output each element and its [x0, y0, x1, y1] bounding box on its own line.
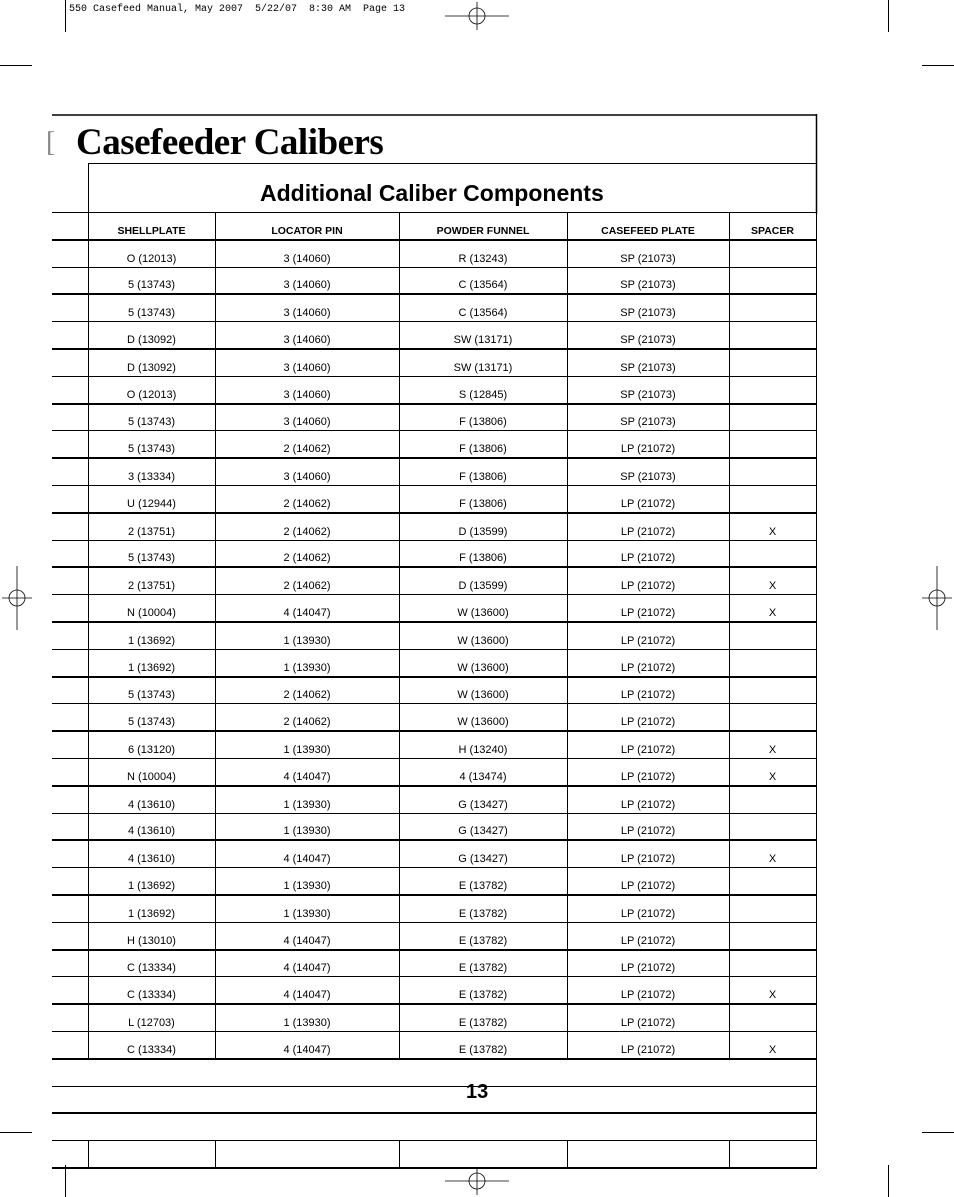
- cell-casefeed-plate: SP (21073): [567, 267, 729, 294]
- header-spacer: SPACER: [729, 213, 816, 240]
- row-blank-cell: [52, 950, 88, 977]
- cell-casefeed-plate: SP (21073): [567, 322, 729, 349]
- registration-mark-bottom-icon: [445, 1167, 509, 1195]
- cell-spacer: [729, 349, 816, 376]
- cell-casefeed-plate: LP (21072): [567, 1004, 729, 1031]
- cell-locator-pin: 1 (13930): [215, 786, 399, 813]
- cell-shellplate: 4 (13610): [88, 786, 215, 813]
- table-row: [52, 485, 816, 512]
- page-number: 13: [466, 1081, 489, 1103]
- cell-shellplate: 4 (13610): [88, 840, 215, 867]
- cell-shellplate: L (12703): [88, 1004, 215, 1031]
- table-row: [52, 922, 816, 949]
- page-title: Casefeeder Calibers: [76, 122, 384, 163]
- cell-casefeed-plate: [567, 1141, 729, 1168]
- cell-locator-pin: 4 (14047): [215, 840, 399, 867]
- cell-shellplate: C (13334): [88, 977, 215, 1004]
- cell-locator-pin: 4 (14047): [215, 595, 399, 622]
- cell-powder-funnel: E (13782): [399, 895, 567, 922]
- cell-locator-pin: 2 (14062): [215, 567, 399, 594]
- cell-powder-funnel: D (13599): [399, 513, 567, 540]
- cell-powder-funnel: C (13564): [399, 267, 567, 294]
- cell-spacer: [729, 376, 816, 403]
- cell-powder-funnel: E (13782): [399, 922, 567, 949]
- row-blank-cell: [52, 595, 88, 622]
- row-blank-cell: [52, 895, 88, 922]
- table-row: [52, 786, 816, 813]
- cell-casefeed-plate: LP (21072): [567, 622, 729, 649]
- row-blank-cell: [52, 1031, 88, 1058]
- cell-shellplate: D (13092): [88, 349, 215, 376]
- cell-powder-funnel: 4 (13474): [399, 758, 567, 785]
- cell-locator-pin: [215, 1141, 399, 1168]
- cell-locator-pin: 4 (14047): [215, 1031, 399, 1058]
- cell-shellplate: 5 (13743): [88, 677, 215, 704]
- cell-casefeed-plate: LP (21072): [567, 758, 729, 785]
- row-blank-cell: [52, 977, 88, 1004]
- cell-spacer: [729, 431, 816, 458]
- cell-casefeed-plate: LP (21072): [567, 922, 729, 949]
- cell-spacer: [729, 404, 816, 431]
- row-blank-cell: [52, 458, 88, 485]
- cell-shellplate: 2 (13751): [88, 513, 215, 540]
- table-row: [52, 649, 816, 676]
- row-blank-cell: [52, 567, 88, 594]
- cell-spacer: [729, 322, 816, 349]
- row-blank-cell: [52, 540, 88, 567]
- cell-locator-pin: 1 (13930): [215, 868, 399, 895]
- cell-casefeed-plate: LP (21072): [567, 677, 729, 704]
- cell-locator-pin: 3 (14060): [215, 322, 399, 349]
- cell-casefeed-plate: SP (21073): [567, 376, 729, 403]
- table-row: [52, 677, 816, 704]
- row-blank-cell: [52, 267, 88, 294]
- cell-casefeed-plate: LP (21072): [567, 485, 729, 512]
- row-blank-cell: [52, 431, 88, 458]
- crop-mark-top-right-v: [888, 0, 889, 32]
- registration-mark-left-icon: [2, 566, 32, 630]
- crop-mark-bottom-right-v: [888, 1165, 889, 1197]
- cell-powder-funnel: F (13806): [399, 431, 567, 458]
- row-blank-cell: [52, 349, 88, 376]
- cell-spacer: [729, 294, 816, 321]
- cell-shellplate: 1 (13692): [88, 622, 215, 649]
- cell-powder-funnel: E (13782): [399, 868, 567, 895]
- cell-locator-pin: 1 (13930): [215, 895, 399, 922]
- registration-mark-right-icon: [922, 566, 952, 630]
- row-blank-cell: [52, 758, 88, 785]
- cell-spacer: [729, 895, 816, 922]
- cell-powder-funnel: F (13806): [399, 485, 567, 512]
- cell-powder-funnel: S (12845): [399, 376, 567, 403]
- cell-locator-pin: 3 (14060): [215, 458, 399, 485]
- crop-mark-bottom-left-v: [65, 1165, 66, 1197]
- cell-locator-pin: 2 (14062): [215, 540, 399, 567]
- cell-casefeed-plate: LP (21072): [567, 950, 729, 977]
- cell-casefeed-plate: LP (21072): [567, 840, 729, 867]
- row-blank-cell: [52, 240, 88, 267]
- cell-spacer: [729, 786, 816, 813]
- row-blank-cell: [52, 622, 88, 649]
- cell-locator-pin: 3 (14060): [215, 376, 399, 403]
- row-blank-cell: [52, 513, 88, 540]
- table-row: [52, 267, 816, 294]
- cell-casefeed-plate: LP (21072): [567, 540, 729, 567]
- table-row: [52, 868, 816, 895]
- cell-spacer: [729, 649, 816, 676]
- cell-casefeed-plate: LP (21072): [567, 977, 729, 1004]
- row-blank-cell: [52, 922, 88, 949]
- cell-shellplate: C (13334): [88, 1031, 215, 1058]
- cell-locator-pin: 1 (13930): [215, 1004, 399, 1031]
- table-row: [52, 294, 816, 321]
- cell-shellplate: U (12944): [88, 485, 215, 512]
- caliber-components-table: [52, 212, 816, 1169]
- table-row: [52, 1031, 816, 1058]
- cell-locator-pin: 2 (14062): [215, 677, 399, 704]
- cell-powder-funnel: F (13806): [399, 458, 567, 485]
- cell-spacer: X: [729, 513, 816, 540]
- cell-powder-funnel: W (13600): [399, 677, 567, 704]
- cell-casefeed-plate: SP (21073): [567, 349, 729, 376]
- cell-shellplate: 5 (13743): [88, 704, 215, 731]
- cell-shellplate: 1 (13692): [88, 895, 215, 922]
- cell-shellplate: 2 (13751): [88, 567, 215, 594]
- blank-band-cell: [88, 1059, 816, 1086]
- cell-spacer: [729, 458, 816, 485]
- table-row: [52, 840, 816, 867]
- table-row: [52, 540, 816, 567]
- row-blank-cell: [52, 1059, 88, 1086]
- cell-shellplate: 6 (13120): [88, 731, 215, 758]
- table-row: [52, 1086, 816, 1113]
- row-blank-cell: [52, 840, 88, 867]
- table-row: [52, 322, 816, 349]
- cell-casefeed-plate: LP (21072): [567, 704, 729, 731]
- table-row: [52, 513, 816, 540]
- cell-shellplate: N (10004): [88, 758, 215, 785]
- cell-shellplate: 1 (13692): [88, 868, 215, 895]
- table-row: [52, 595, 816, 622]
- crop-mark-top-right-h: [922, 65, 954, 66]
- table-row: [52, 1004, 816, 1031]
- cell-shellplate: N (10004): [88, 595, 215, 622]
- cell-casefeed-plate: LP (21072): [567, 813, 729, 840]
- table-row: [52, 622, 816, 649]
- row-blank-cell: [52, 1141, 88, 1168]
- row-blank-cell: [52, 485, 88, 512]
- cell-locator-pin: 3 (14060): [215, 240, 399, 267]
- table-row: [52, 404, 816, 431]
- row-blank-cell: [52, 813, 88, 840]
- cell-shellplate: 3 (13334): [88, 458, 215, 485]
- cell-shellplate: [88, 1141, 215, 1168]
- cell-powder-funnel: D (13599): [399, 567, 567, 594]
- cell-casefeed-plate: LP (21072): [567, 513, 729, 540]
- title-bracket-icon: [: [46, 127, 56, 158]
- cell-powder-funnel: E (13782): [399, 1031, 567, 1058]
- cell-powder-funnel: SW (13171): [399, 322, 567, 349]
- table-row: [52, 813, 816, 840]
- cell-spacer: X: [729, 567, 816, 594]
- cell-shellplate: O (12013): [88, 240, 215, 267]
- cell-casefeed-plate: LP (21072): [567, 786, 729, 813]
- cell-powder-funnel: E (13782): [399, 977, 567, 1004]
- table-row: [52, 895, 816, 922]
- cell-locator-pin: 1 (13930): [215, 622, 399, 649]
- cell-locator-pin: 1 (13930): [215, 649, 399, 676]
- cell-locator-pin: 3 (14060): [215, 294, 399, 321]
- cell-spacer: [729, 950, 816, 977]
- table-row: [52, 240, 816, 267]
- cell-spacer: [729, 240, 816, 267]
- cell-shellplate: 1 (13692): [88, 649, 215, 676]
- table-row: [52, 567, 816, 594]
- cell-spacer: [729, 622, 816, 649]
- cell-spacer: [729, 868, 816, 895]
- cell-locator-pin: 3 (14060): [215, 404, 399, 431]
- cell-casefeed-plate: LP (21072): [567, 868, 729, 895]
- cell-powder-funnel: G (13427): [399, 813, 567, 840]
- cell-casefeed-plate: LP (21072): [567, 595, 729, 622]
- cell-spacer: [729, 704, 816, 731]
- cell-powder-funnel: H (13240): [399, 731, 567, 758]
- cell-locator-pin: 3 (14060): [215, 349, 399, 376]
- row-blank-cell: [52, 677, 88, 704]
- cell-spacer: [729, 813, 816, 840]
- registration-mark-top-icon: [445, 2, 509, 30]
- table-row: [52, 950, 816, 977]
- header-locator-pin: LOCATOR PIN: [215, 213, 399, 240]
- cell-shellplate: C (13334): [88, 950, 215, 977]
- table-row: [52, 1141, 816, 1168]
- row-blank-cell: [52, 786, 88, 813]
- cell-spacer: X: [729, 1031, 816, 1058]
- cell-powder-funnel: E (13782): [399, 1004, 567, 1031]
- cell-locator-pin: 2 (14062): [215, 704, 399, 731]
- row-blank-cell: [52, 649, 88, 676]
- cell-powder-funnel: F (13806): [399, 540, 567, 567]
- cell-locator-pin: 2 (14062): [215, 431, 399, 458]
- cell-powder-funnel: [399, 1141, 567, 1168]
- cell-casefeed-plate: SP (21073): [567, 458, 729, 485]
- cell-spacer: X: [729, 977, 816, 1004]
- header-shellplate: SHELLPLATE: [88, 213, 215, 240]
- header-powder-funnel: POWDER FUNNEL: [399, 213, 567, 240]
- cell-powder-funnel: W (13600): [399, 595, 567, 622]
- cell-spacer: [729, 1004, 816, 1031]
- cell-shellplate: H (13010): [88, 922, 215, 949]
- row-blank-cell: [52, 1004, 88, 1031]
- row-blank-cell: [52, 731, 88, 758]
- cell-spacer: X: [729, 731, 816, 758]
- crop-mark-top-left-v: [65, 0, 66, 32]
- crop-mark-bottom-left-h: [0, 1132, 32, 1133]
- cell-shellplate: D (13092): [88, 322, 215, 349]
- cell-shellplate: 5 (13743): [88, 404, 215, 431]
- cell-locator-pin: 3 (14060): [215, 267, 399, 294]
- header-blank-cell: [52, 213, 88, 240]
- cell-locator-pin: 4 (14047): [215, 977, 399, 1004]
- cell-locator-pin: 1 (13930): [215, 813, 399, 840]
- row-blank-cell: [52, 1113, 88, 1140]
- cell-locator-pin: 2 (14062): [215, 513, 399, 540]
- cell-shellplate: 5 (13743): [88, 267, 215, 294]
- cell-powder-funnel: W (13600): [399, 649, 567, 676]
- table-row: [52, 458, 816, 485]
- cell-casefeed-plate: LP (21072): [567, 731, 729, 758]
- cell-powder-funnel: SW (13171): [399, 349, 567, 376]
- table-row: [52, 349, 816, 376]
- cell-spacer: X: [729, 595, 816, 622]
- cell-casefeed-plate: LP (21072): [567, 649, 729, 676]
- row-blank-cell: [52, 704, 88, 731]
- cell-spacer: [729, 267, 816, 294]
- blank-band-cell: [88, 1113, 816, 1140]
- cell-spacer: [729, 922, 816, 949]
- table-row: [52, 376, 816, 403]
- cell-powder-funnel: F (13806): [399, 404, 567, 431]
- table-header-row: [52, 213, 816, 240]
- table-row: [52, 977, 816, 1004]
- cell-locator-pin: 4 (14047): [215, 758, 399, 785]
- table-row: [52, 1059, 816, 1086]
- crop-mark-top-left-h: [0, 65, 32, 66]
- cell-shellplate: 5 (13743): [88, 540, 215, 567]
- row-blank-cell: [52, 294, 88, 321]
- row-blank-cell: [52, 404, 88, 431]
- cell-powder-funnel: W (13600): [399, 704, 567, 731]
- cell-casefeed-plate: LP (21072): [567, 567, 729, 594]
- print-slug-line: 550 Casefeed Manual, May 2007 5/22/07 8:30 AM Page 13: [69, 4, 406, 15]
- cell-casefeed-plate: SP (21073): [567, 240, 729, 267]
- row-blank-cell: [52, 376, 88, 403]
- cell-powder-funnel: R (13243): [399, 240, 567, 267]
- cell-shellplate: 4 (13610): [88, 813, 215, 840]
- cell-locator-pin: 4 (14047): [215, 950, 399, 977]
- cell-spacer: [729, 1141, 816, 1168]
- header-casefeed-plate: CASEFEED PLATE: [567, 213, 729, 240]
- cell-locator-pin: 2 (14062): [215, 485, 399, 512]
- cell-powder-funnel: W (13600): [399, 622, 567, 649]
- cell-spacer: X: [729, 840, 816, 867]
- cell-shellplate: 5 (13743): [88, 431, 215, 458]
- cell-casefeed-plate: LP (21072): [567, 895, 729, 922]
- cell-shellplate: O (12013): [88, 376, 215, 403]
- cell-casefeed-plate: LP (21072): [567, 431, 729, 458]
- table-row: [52, 758, 816, 785]
- row-blank-cell: [52, 868, 88, 895]
- cell-casefeed-plate: SP (21073): [567, 294, 729, 321]
- cell-powder-funnel: G (13427): [399, 786, 567, 813]
- cell-spacer: X: [729, 758, 816, 785]
- cell-casefeed-plate: LP (21072): [567, 1031, 729, 1058]
- table-row: [52, 1113, 816, 1140]
- row-blank-cell: [52, 322, 88, 349]
- crop-mark-bottom-right-h: [922, 1132, 954, 1133]
- cell-powder-funnel: E (13782): [399, 950, 567, 977]
- blank-band-cell: [88, 1086, 816, 1113]
- cell-shellplate: 5 (13743): [88, 294, 215, 321]
- cell-spacer: [729, 485, 816, 512]
- row-blank-cell: [52, 1086, 88, 1113]
- cell-locator-pin: 4 (14047): [215, 922, 399, 949]
- cell-powder-funnel: C (13564): [399, 294, 567, 321]
- table-row: [52, 431, 816, 458]
- section-subtitle: Additional Caliber Components: [260, 180, 604, 206]
- table-row: [52, 731, 816, 758]
- cell-spacer: [729, 540, 816, 567]
- cell-locator-pin: 1 (13930): [215, 731, 399, 758]
- table-row: [52, 704, 816, 731]
- cell-spacer: [729, 677, 816, 704]
- cell-powder-funnel: G (13427): [399, 840, 567, 867]
- cell-casefeed-plate: SP (21073): [567, 404, 729, 431]
